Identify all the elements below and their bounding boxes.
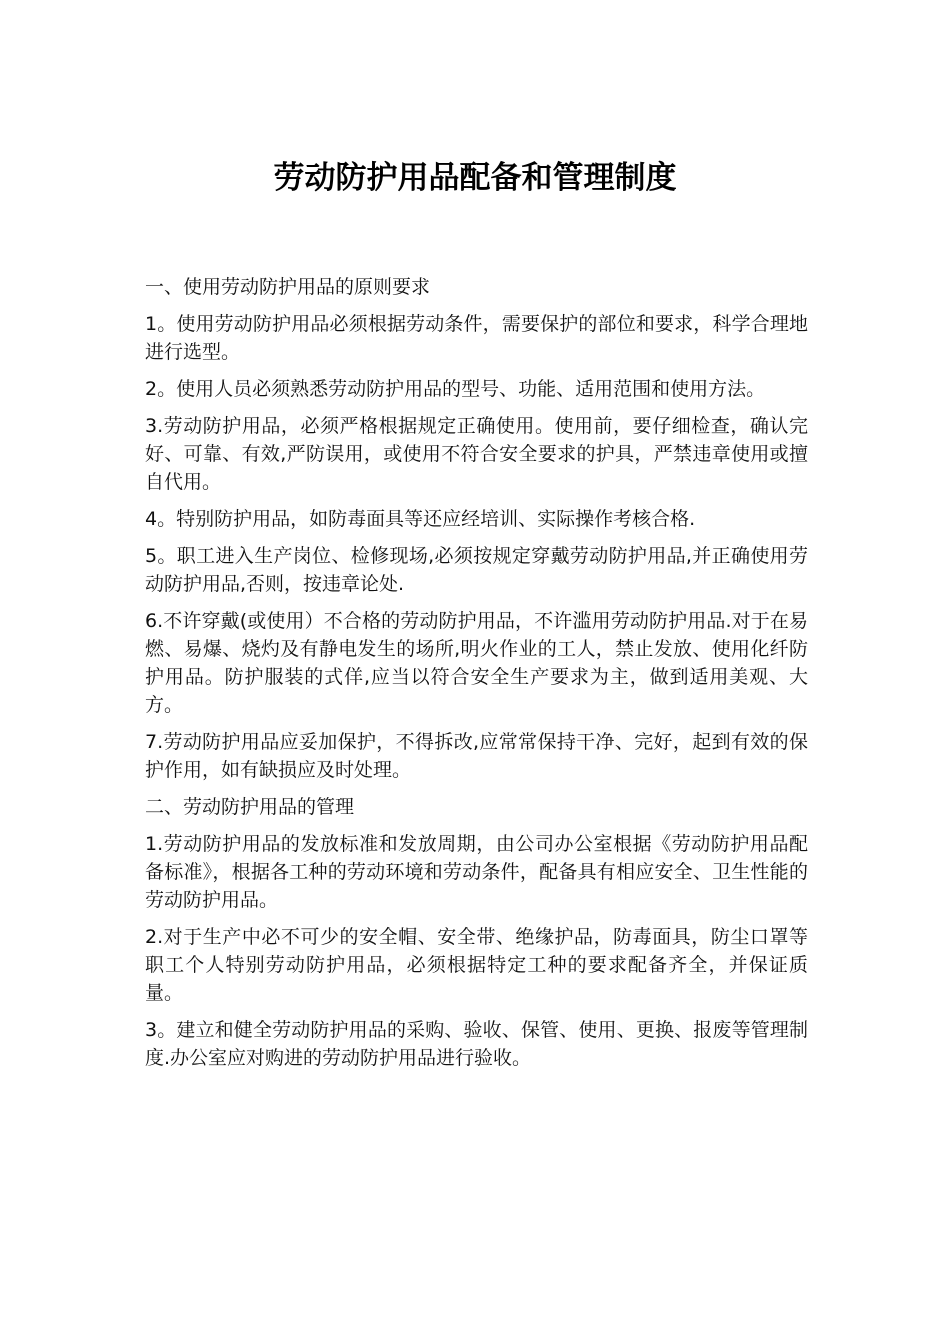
section-heading-2: 二、劳动防护用品的管理 xyxy=(145,796,355,818)
paragraph: 4。特别防护用品，如防毒面具等还应经培训、实际操作考核合格. xyxy=(145,508,696,530)
paragraph: 1。使用劳动防护用品必须根据劳动条件，需要保护的部位和要求，科学合理地进行选型。 xyxy=(145,313,808,363)
document-body xyxy=(145,273,808,1081)
paragraph: 3.劳动防护用品，必须严格根据规定正确使用。使用前，要仔细检查，确认完好、可靠、有效,严防误用，或使用不符合安全要求的护具，严禁违章使用或擅自代用。 xyxy=(145,415,808,493)
paragraph: 3。建立和健全劳动防护用品的采购、验收、保管、使用、更换、报废等管理制度.办公室应对购进的劳动防护用品进行验收。 xyxy=(145,1019,808,1069)
paragraph: 2.对于生产中必不可少的安全帽、安全带、绝缘护品，防毒面具，防尘口罩等职工个人特别劳动防护用品，必须根据特定工种的要求配备齐全，并保证质量。 xyxy=(145,926,808,1004)
document-title: 劳动防护用品配备和管理制度 xyxy=(273,160,677,196)
paragraph: 1.劳动防护用品的发放标准和发放周期，由公司办公室根据《劳动防护用品配备标准》，根据各工种的劳动环境和劳动条件，配备具有相应安全、卫生性能的劳动防护用品。 xyxy=(145,833,808,911)
paragraph: 7.劳动防护用品应妥加保护，不得拆改,应常常保持干净、完好，起到有效的保护作用，如有缺损应及时处理。 xyxy=(145,731,808,781)
section-heading-1: 一、使用劳动防护用品的原则要求 xyxy=(145,276,431,298)
paragraph: 5。职工进入生产岗位、检修现场,必须按规定穿戴劳动防护用品,并正确使用劳动防护用品,否则，按违章论处. xyxy=(145,545,808,595)
paragraph: 2。使用人员必须熟悉劳动防护用品的型号、功能、适用范围和使用方法。 xyxy=(145,378,766,400)
paragraph: 6.不许穿戴(或使用）不合格的劳动防护用品，不许滥用劳动防护用品.对于在易燃、易爆、烧灼及有静电发生的场所,明火作业的工人，禁止发放、使用化纤防护用品。防护服装的式佯,应当以符合安全生产要求为主，做到适用美观、大方。 xyxy=(145,610,808,716)
